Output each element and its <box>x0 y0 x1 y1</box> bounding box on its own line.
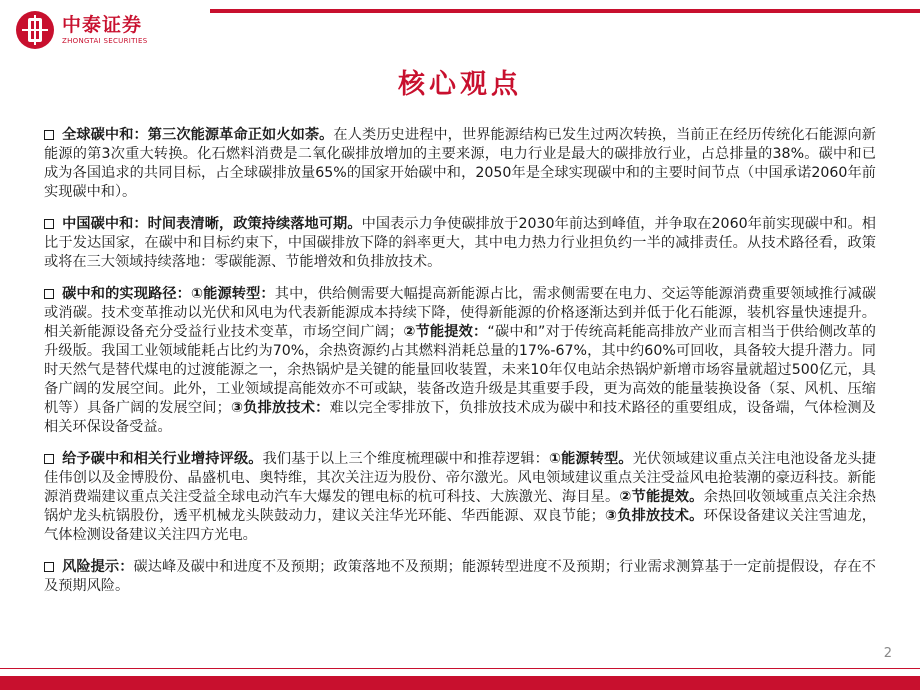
bullet-body: 我们基于以上三个维度梳理碳中和推荐逻辑： <box>262 451 549 467</box>
bullet-body-3: 余热回收领域重点关注余热锅炉龙头杭锅股份，透平机械龙头陕鼓动力，建议关注华光环能、华西能源、双良节能； <box>44 489 876 524</box>
header-divider <box>210 9 920 13</box>
bullet-body-2: 光伏领域建议重点关注电池设备龙头捷佳伟创以及金博股份、晶盛机电、奥特维，其次关注迈为股份、帝尔激光。风电领域建议重点关注受益风电抢装潮的豪迈科技。新能源消费端建议重点关注受益全球电动汽车大爆发的锂电标的杭可科技、大族激光、海目星。 <box>44 451 876 505</box>
bullet-rating <box>44 450 876 545</box>
slide-title: 核心观点 <box>398 69 522 100</box>
bullet-body-4: 环保设备建议关注雪迪龙，气体检测设备建议关注四方光电。 <box>44 508 876 543</box>
checkbox-square-icon <box>44 562 54 572</box>
bullet-lead-3: ②节能提效。 <box>619 489 704 505</box>
footer-divider <box>0 668 920 669</box>
company-name-en: ZHONGTAI SECURITIES <box>62 37 148 45</box>
bullet-lead-4: ③负排放技术。 <box>604 508 704 524</box>
checkbox-square-icon <box>44 130 54 140</box>
bullet-risk-warning <box>44 558 876 596</box>
header <box>0 0 920 66</box>
bullet-body: 在人类历史进程中，世界能源结构已发生过两次转换，当前正在经历传统化石能源向新能源的第3次重大转换。化石燃料消费是二氧化碳排放增加的主要来源，电力行业是最大的碳排放行业，占总排量的38%。碳中和已成为各国追求的共同目标，占全球碳排放量65%的国家开始碳中和，2050年是全球实现碳中和的主要时间节点（中国承诺2060年前实现碳中和）。 <box>44 127 876 200</box>
bullet-lead: 全球碳中和：第三次能源革命正如火如荼。 <box>62 127 334 143</box>
bullet-lead-2: ①能源转型。 <box>548 451 633 467</box>
bullet-body: 其中，供给侧需要大幅提高新能源占比，需求侧需要在电力、交运等能源消费重要领域推行减碳或消碳。技术变革推动以光伏和风电为代表新能源成本持续下降，使得新能源的价格逐渐达到并低于化石能源，装机容量快速提升。相关新能源设备充分受益行业技术变革，市场空间广阔； <box>44 286 877 340</box>
bullet-implementation-path <box>44 285 876 437</box>
footer-bar <box>0 676 920 690</box>
checkbox-square-icon <box>44 289 54 299</box>
bullet-lead-2: ②节能提效： <box>403 324 488 340</box>
bullet-body-2: “碳中和”对于传统高耗能高排放产业而言相当于供给侧改革的升级版。我国工业领域能耗占比约为70%，余热资源约占其燃料消耗总量的17%-67%，其中约60%可回收，具备较大提升潜力。同时天然气是替代煤电的过渡能源之一，余热锅炉是关键的能量回收装置，未来10年仅电站余热锅炉新增市场容量就超过500亿元，具备广阔的发展空间。此外，工业领域提高能效亦不可或缺，装备改造升级是其重要手段，更为高效的能量装换设备（泵、风机、压缩机等）具备广阔的发展空间； <box>44 324 876 416</box>
bullet-body: 中国表示力争使碳排放于2030年前达到峰值，并争取在2060年前实现碳中和。相比于发达国家，在碳中和目标约束下，中国碳排放下降的斜率更大，其中电力热力行业担负约一半的减排责任。从技术路径看，政策或将在三大领域持续落地：零碳能源、节能增效和负排放技术。 <box>44 216 876 270</box>
company-logo <box>14 9 148 51</box>
bullet-global-carbon-neutral <box>44 126 876 202</box>
company-logo-icon <box>14 9 56 51</box>
company-name-cn: 中泰证券 <box>62 14 143 36</box>
checkbox-square-icon <box>44 219 54 229</box>
bullet-body: 碳达峰及碳中和进度不及预期；政策落地不及预期；能源转型进度不及预期；行业需求测算基于一定前提假设，存在不及预期风险。 <box>44 559 876 594</box>
bullet-body-3: 难以完全零排放下，负排放技术成为碳中和技术路径的重要组成，设备端，气体检测及相关环保设备受益。 <box>44 400 876 435</box>
bullet-lead: 风险提示： <box>62 559 134 575</box>
page-number: 2 <box>883 646 892 661</box>
slide-content <box>44 126 876 609</box>
bullet-lead: 给予碳中和相关行业增持评级。 <box>62 451 263 467</box>
bullet-china-carbon-neutral <box>44 215 876 272</box>
bullet-lead-3: ③负排放技术： <box>230 400 330 416</box>
checkbox-square-icon <box>44 454 54 464</box>
bullet-lead: 碳中和的实现路径：①能源转型： <box>62 286 275 302</box>
bullet-lead: 中国碳中和：时间表清晰，政策持续落地可期。 <box>62 216 362 232</box>
